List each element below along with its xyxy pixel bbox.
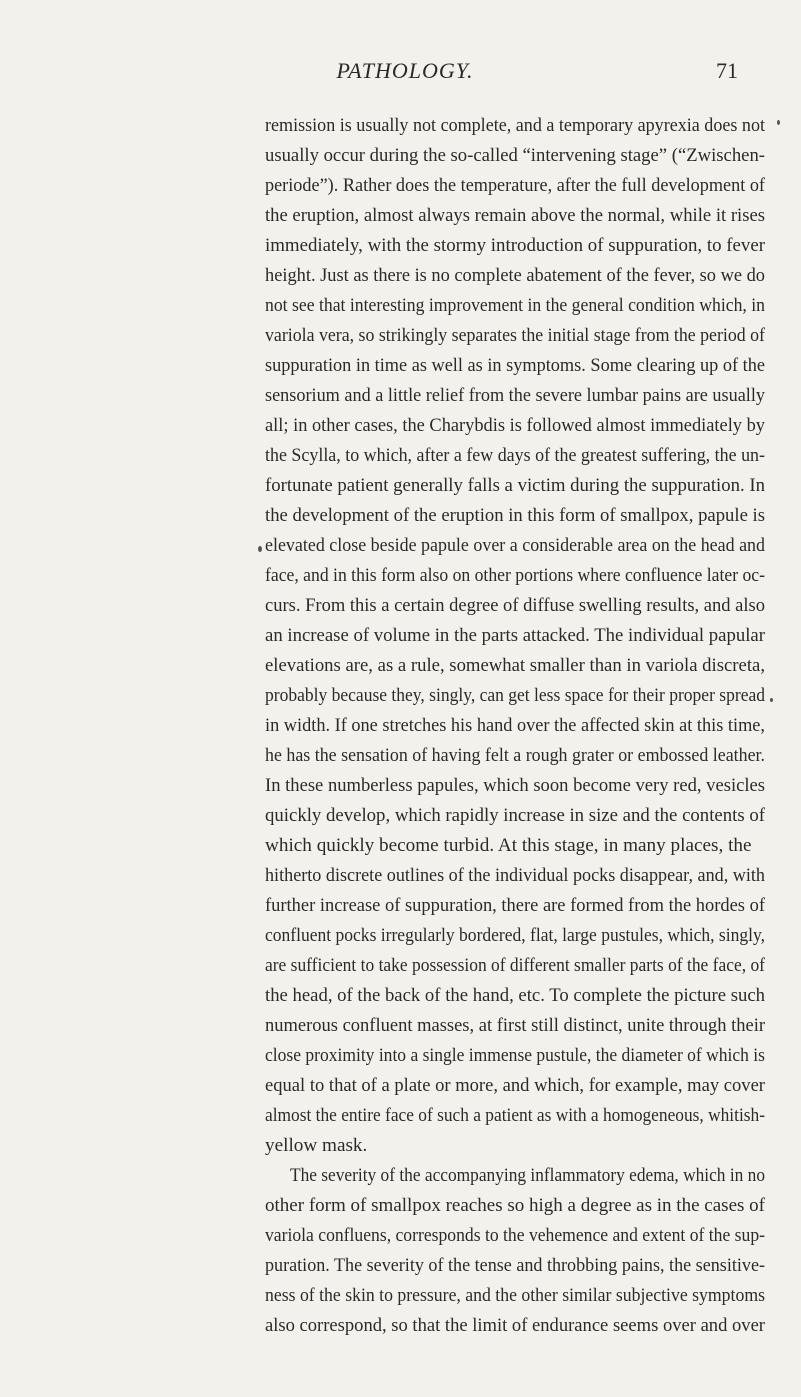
margin-ink-mark [777, 120, 780, 125]
text-line: the head, of the back of the hand, etc. To complete the picture such [265, 985, 765, 1006]
text-line: quickly develop, which rapidly increase in size and the contents of [265, 805, 765, 826]
text-line: variola confluens, corresponds to the vehemence and extent of the sup- [265, 1225, 765, 1246]
text-line: In these numberless papules, which soon become very red, vesicles [265, 775, 765, 796]
text-line: usually occur during the so-called “intervening stage” (“Zwischen- [265, 145, 765, 166]
text-line: curs. From this a certain degree of diffuse swelling results, and also [265, 595, 765, 616]
text-line: immediately, with the stormy introduction of suppuration, to fever [265, 235, 765, 256]
text-line: he has the sensation of having felt a rough grater or embossed leather. [265, 745, 765, 766]
text-line: the eruption, almost always remain above the normal, while it rises [265, 205, 765, 226]
text-line: other form of smallpox reaches so high a degree as in the cases of [265, 1195, 765, 1216]
text-line: close proximity into a single immense pustule, the diameter of which is [265, 1045, 765, 1066]
text-line: suppuration in time as well as in symptoms. Some clearing up of the [265, 355, 765, 376]
text-line: puration. The severity of the tense and throbbing pains, the sensitive- [265, 1255, 765, 1276]
text-line: The severity of the accompanying inflammatory edema, which in no [290, 1165, 765, 1186]
text-line: probably because they, singly, can get less space for their proper spread [265, 685, 765, 706]
text-line: face, and in this form also on other portions where confluence later oc- [265, 565, 765, 586]
text-line: also correspond, so that the limit of endurance seems over and over [265, 1315, 765, 1336]
text-line: elevations are, as a rule, somewhat smaller than in variola discreta, [265, 655, 765, 676]
page-number: 71 [716, 58, 738, 83]
text-line: fortunate patient generally falls a victim during the suppuration. In [265, 475, 765, 496]
text-line: an increase of volume in the parts attacked. The individual papular [265, 625, 765, 646]
text-line: remission is usually not complete, and a temporary apyrexia does not [265, 115, 765, 136]
text-line: hitherto discrete outlines of the individual pocks disappear, and, with [265, 865, 765, 886]
text-line: ness of the skin to pressure, and the other similar subjective symptoms [265, 1285, 765, 1306]
text-line: the development of the eruption in this form of smallpox, papule is [265, 505, 765, 526]
margin-ink-mark [258, 546, 262, 552]
text-line: not see that interesting improvement in the general condition which, in [265, 295, 765, 316]
text-line: almost the entire face of such a patient as with a homogeneous, whitish- [265, 1105, 765, 1126]
text-line: sensorium and a little relief from the severe lumbar pains are usually [265, 385, 765, 406]
text-line: the Scylla, to which, after a few days of the greatest suffering, the un- [265, 445, 765, 466]
text-line: numerous confluent masses, at first still distinct, unite through their [265, 1015, 765, 1036]
text-line: variola vera, so strikingly separates the initial stage from the period of [265, 325, 765, 346]
text-line: further increase of suppuration, there are formed from the hordes of [265, 895, 765, 916]
margin-ink-mark [770, 698, 773, 702]
text-line: which quickly become turbid. At this stage, in many places, the [265, 835, 752, 856]
text-line: confluent pocks irregularly bordered, flat, large pustules, which, singly, [265, 925, 765, 946]
text-line: in width. If one stretches his hand over the affected skin at this time, [265, 715, 765, 736]
text-line: elevated close beside papule over a considerable area on the head and [265, 535, 765, 556]
text-line: periode”). Rather does the temperature, after the full development of [265, 175, 765, 196]
text-line: are sufficient to take possession of different smaller parts of the face, of [265, 955, 765, 976]
text-line: yellow mask. [265, 1135, 368, 1156]
running-title: PATHOLOGY. [336, 58, 474, 83]
text-line: equal to that of a plate or more, and which, for example, may cover [265, 1075, 765, 1096]
text-line: all; in other cases, the Charybdis is followed almost immediately by [265, 415, 765, 436]
text-line: height. Just as there is no complete abatement of the fever, so we do [265, 265, 765, 286]
